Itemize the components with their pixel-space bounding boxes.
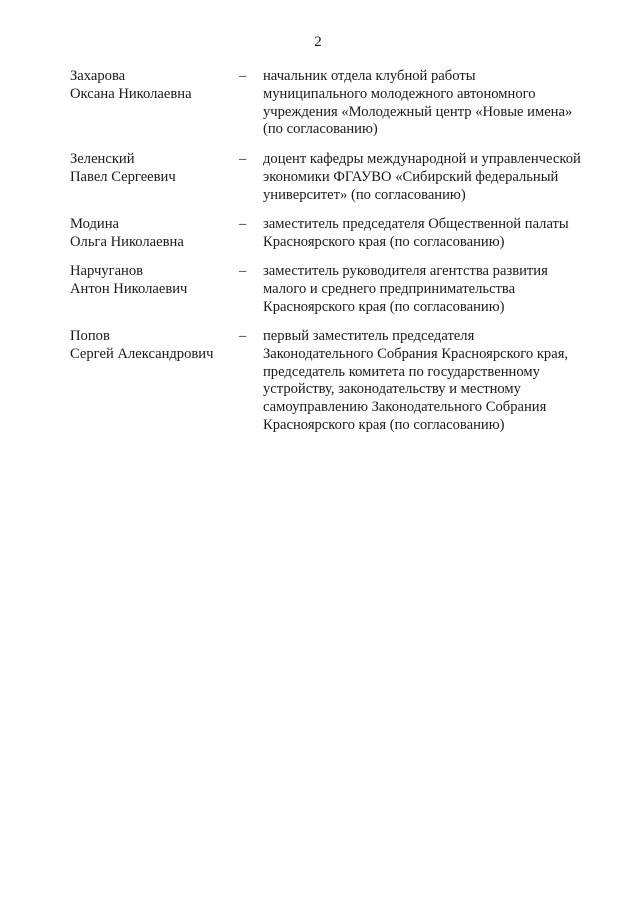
separator-dash: – — [239, 263, 247, 279]
member-surname: Захарова — [70, 68, 126, 84]
role-line: заместитель председателя Общественной палаты — [263, 216, 569, 232]
member-role — [263, 151, 608, 204]
member-role — [263, 263, 608, 316]
role-line: муниципального молодежного автономного — [263, 85, 536, 102]
role-line: Красноярского края (по согласованию) — [263, 416, 505, 433]
role-line: Красноярского края (по согласованию) — [263, 233, 505, 250]
role-line: доцент кафедры международной и управленческой — [263, 151, 581, 167]
role-line: заместитель руководителя агентства развития — [263, 263, 548, 279]
member-surname: Модина — [70, 216, 120, 232]
separator-dash: – — [239, 216, 247, 232]
member-name — [70, 68, 230, 104]
role-line: учреждения «Молодежный центр «Новые имена» — [263, 103, 573, 120]
separator-dash: – — [239, 151, 247, 167]
role-line: самоуправлению Законодательного Собрания — [263, 399, 547, 416]
role-line: Красноярского края (по согласованию) — [263, 298, 505, 315]
member-given-names: Павел Сергеевич — [70, 168, 176, 185]
member-role — [263, 216, 608, 252]
role-line: (по согласованию) — [263, 121, 378, 138]
member-given-names: Сергей Александрович — [70, 345, 214, 362]
role-line: устройству, законодательству и местному — [263, 381, 521, 398]
member-role — [263, 328, 608, 435]
page-number: 2 — [314, 34, 322, 50]
member-role — [263, 68, 608, 139]
member-surname: Попов — [70, 328, 110, 344]
member-name — [70, 216, 230, 252]
separator-dash: – — [239, 328, 247, 344]
member-given-names: Оксана Николаевна — [70, 85, 192, 102]
role-line: университет» (по согласованию) — [263, 186, 466, 203]
separator-dash: – — [239, 68, 247, 84]
role-line: экономики ФГАУВО «Сибирский федеральный — [263, 168, 559, 185]
member-given-names: Ольга Николаевна — [70, 233, 184, 250]
member-surname: Нарчуганов — [70, 263, 144, 279]
member-name — [70, 151, 230, 187]
role-line: малого и среднего предпринимательства — [263, 280, 516, 297]
member-given-names: Антон Николаевич — [70, 280, 188, 297]
role-line: Законодательного Собрания Красноярского края, — [263, 345, 569, 362]
member-name — [70, 328, 230, 364]
role-line: первый заместитель председателя — [263, 328, 475, 344]
role-line: начальник отдела клубной работы — [263, 68, 476, 84]
member-name — [70, 263, 230, 299]
role-line: председатель комитета по государственному — [263, 363, 540, 380]
member-surname: Зеленский — [70, 151, 135, 167]
